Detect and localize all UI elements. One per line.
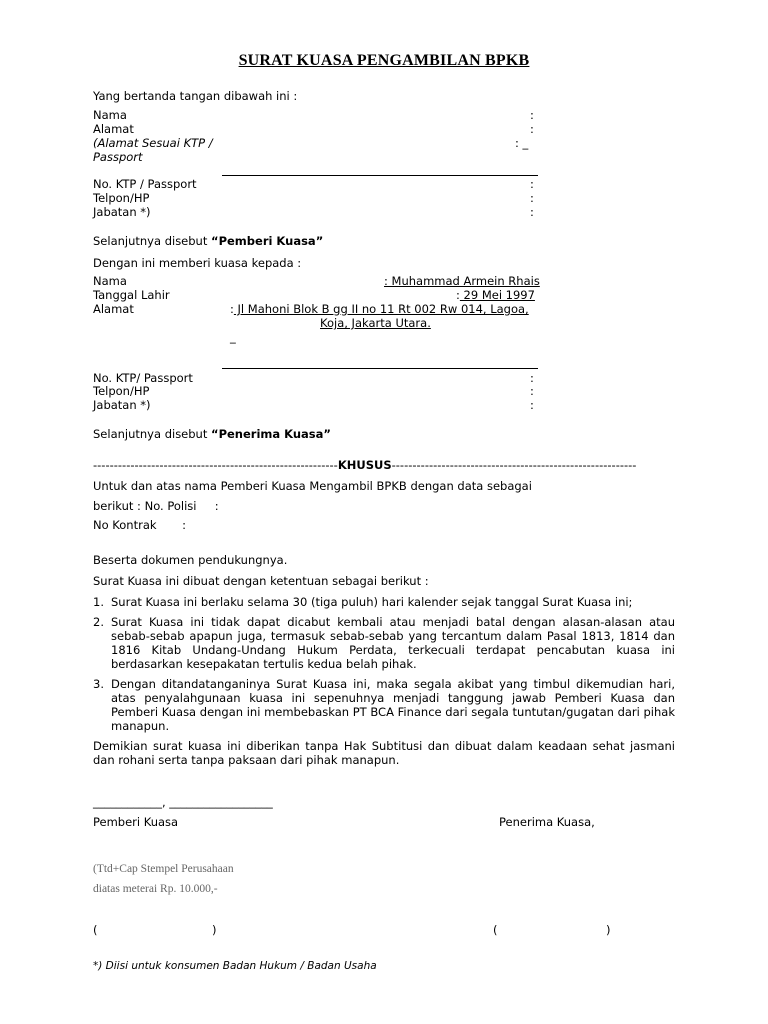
giver-ktp-colon: :: [530, 177, 534, 191]
receiver-position-colon: :: [530, 398, 534, 412]
date-place-line: ____________, __________________: [93, 795, 273, 809]
receiver-dob-value: 29 Mei 1997: [459, 288, 535, 302]
giver-sign-paren-close: ): [212, 923, 217, 937]
giver-name-colon: :: [530, 108, 534, 122]
intro-text: Yang bertanda tangan dibawah ini :: [93, 89, 298, 103]
giver-address-note-2: Passport: [93, 150, 143, 164]
special-dashes-right: -----------------------------------------------------------: [391, 458, 637, 472]
giver-phone-colon: :: [530, 191, 534, 205]
footnote: *) Diisi untuk konsumen Badan Hukum / Badan Usaha: [93, 960, 377, 972]
receiver-ktp-label: No. KTP/ Passport: [93, 371, 193, 385]
receiver-position-label: Jabatan *): [93, 398, 151, 412]
term-number: 3.: [93, 677, 104, 691]
receiver-address-rule: [222, 368, 538, 369]
giver-position-label: Jabatan *): [93, 205, 151, 219]
receiver-dob-colon: :: [456, 288, 460, 302]
term-number: 2.: [93, 615, 104, 629]
receiver-alias-line: [93, 427, 331, 441]
grant-intro: Dengan ini memberi kuasa kepada :: [93, 256, 302, 270]
receiver-alias-prefix: Selanjutnya disebut: [93, 427, 212, 441]
term-text: Dengan ditandatanganinya Surat Kuasa ini, maka segala akibat yang timbul dikemudian hari, atas penyalahgunaan kuasa ini sepenuhnya menjadi tanggung jawab Pemberi Kuasa dan Pemberi Kuasa dengan ini membebaskan PT BCA Finance dari segala tuntutan/gugatan dari pihak manapun.: [111, 677, 675, 733]
stamp-note-1: (Ttd+Cap Stempel Perusahaan: [93, 863, 234, 875]
giver-sign-paren-open: (: [93, 923, 98, 937]
giver-name-label: Nama: [93, 108, 127, 122]
receiver-name-value: : Muhammad Armein Rhais: [384, 274, 540, 288]
giver-address-rule: [222, 175, 538, 176]
giver-address-label: Alamat: [93, 122, 134, 136]
receiver-sign-paren-close: ): [606, 923, 611, 937]
receiver-sign-paren-open: (: [493, 923, 498, 937]
receiver-phone-label: Telpon/HP: [93, 384, 150, 398]
giver-position-colon: :: [530, 205, 534, 219]
receiver-sign-label: Penerima Kuasa,: [499, 815, 595, 829]
stamp-note-2: diatas meterai Rp. 10.000,-: [93, 883, 218, 895]
terms-intro: Surat Kuasa ini dibuat dengan ketentuan sebagai berikut :: [93, 574, 429, 588]
giver-alias-prefix: Selanjutnya disebut: [93, 234, 212, 248]
special-divider: [93, 458, 671, 472]
giver-ktp-label: No. KTP / Passport: [93, 177, 197, 191]
term-text: Surat Kuasa ini tidak dapat dicabut kembali atau menjadi batal dengan alasan-alasan atau sebab-sebab apapun juga, termasuk sebab-sebab yang tercantum dalam Pasal 1813, 1814 dan 1816 Kitab Undang-Undang Hukum Perdata, terkecuali terdapat pencabutan kuasa ini berdasarkan kesepakatan tertulis kedua belah pihak.: [111, 615, 675, 671]
term-number: 1.: [93, 595, 104, 609]
purpose-line-2: berikut : No. Polisi :: [93, 499, 219, 513]
giver-address-colon: :: [530, 122, 534, 136]
giver-address-note-1: (Alamat Sesuai KTP /: [93, 136, 213, 150]
special-dashes-left: -----------------------------------------------------------: [93, 458, 338, 472]
receiver-dob-line: [456, 288, 535, 302]
special-label: KHUSUS: [337, 458, 392, 472]
receiver-address-line-1-wrap: [230, 302, 529, 316]
receiver-address-label: Alamat: [93, 302, 134, 316]
receiver-alias: “Penerima Kuasa”: [211, 427, 331, 441]
receiver-phone-colon: :: [530, 384, 534, 398]
document-title: SURAT KUASA PENGAMBILAN BPKB: [238, 52, 530, 69]
receiver-name-label: Nama: [93, 274, 127, 288]
receiver-address-line-2: Koja, Jakarta Utara.: [320, 316, 431, 330]
receiver-ktp-colon: :: [530, 371, 534, 385]
contract-line: No Kontrak :: [93, 518, 186, 532]
giver-address-blank: : _: [515, 136, 529, 150]
closing-text: Demikian surat kuasa ini diberikan tanpa Hak Subtitusi dan dibuat dalam keadaan sehat jasmani dan rohani serta tanpa paksaan dari pihak manapun.: [93, 739, 675, 767]
receiver-dob-label: Tanggal Lahir: [93, 288, 170, 302]
term-text: Surat Kuasa ini berlaku selama 30 (tiga puluh) hari kalender sejak tanggal Surat Kuasa ini;: [111, 595, 633, 609]
giver-phone-label: Telpon/HP: [93, 191, 150, 205]
receiver-address-blank: _: [230, 330, 236, 344]
giver-sign-label: Pemberi Kuasa: [93, 815, 179, 829]
receiver-address-colon: :: [230, 302, 234, 316]
giver-alias: “Pemberi Kuasa”: [211, 234, 324, 248]
documents-line: Beserta dokumen pendukungnya.: [93, 553, 288, 567]
giver-alias-line: [93, 234, 323, 248]
receiver-address-line-1: Jl Mahoni Blok B gg II no 11 Rt 002 Rw 014, Lagoa,: [233, 302, 529, 316]
purpose-line-1: Untuk dan atas nama Pemberi Kuasa Mengambil BPKB dengan data sebagai: [93, 479, 532, 493]
